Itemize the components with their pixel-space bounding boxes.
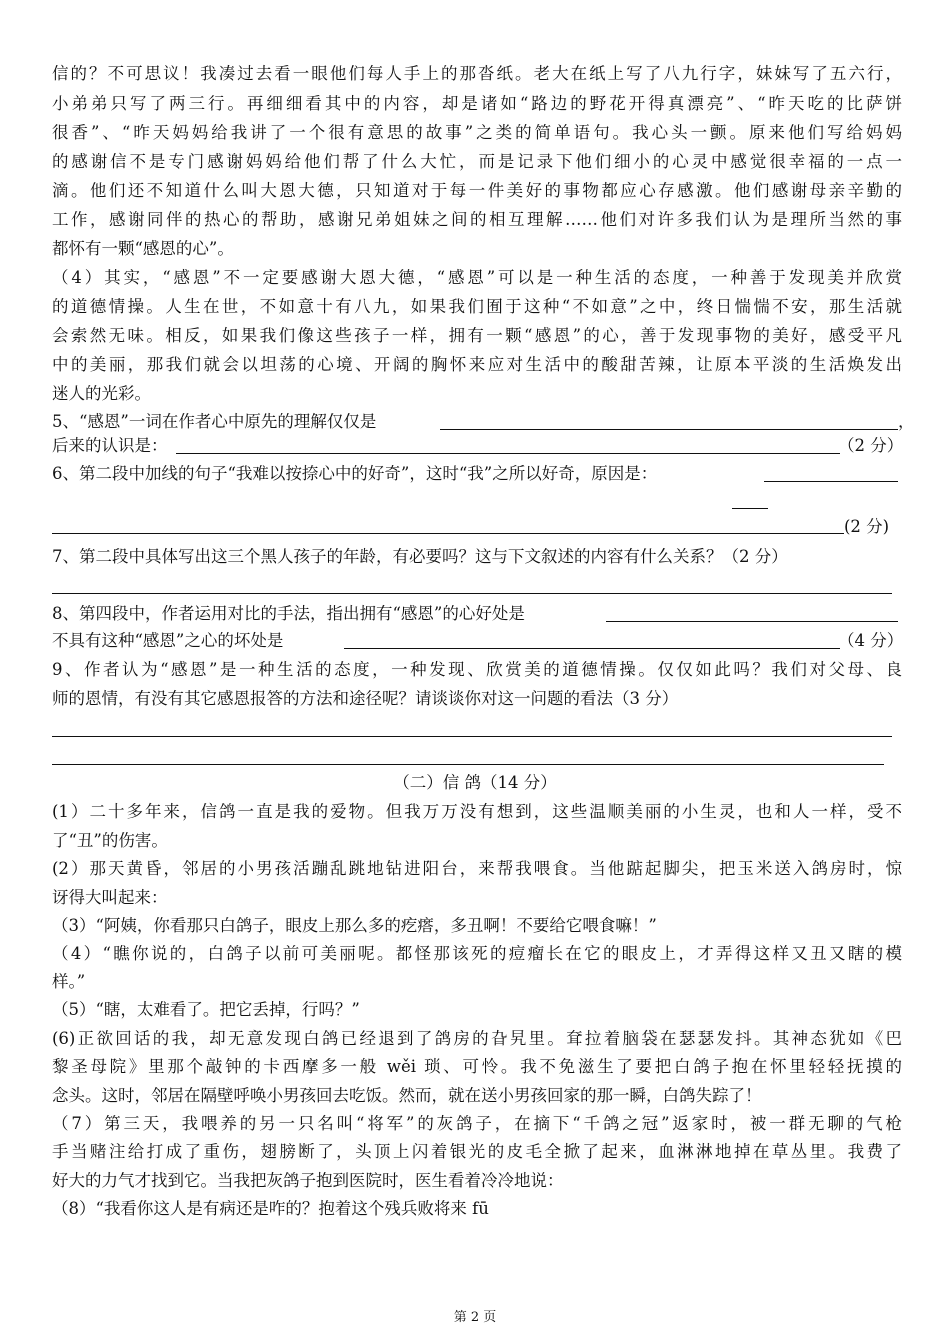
q6-answer-line-1[interactable]: [764, 481, 898, 482]
p4-line-4: 中的美丽，那我们就会以坦荡的心境、开阔的胸怀来应对生活中的酸甜苦辣，让原本平淡的生活焕发出: [52, 355, 902, 374]
p2-line-10: 黎圣母院》里那个敲钟的卡西摩多一般 wěi 琐、可怜。我不免滋生了要把白鸽子抱在怀里轻轻抚摸的: [52, 1057, 902, 1076]
passage2-heading: （二）信 鸽（14 分）: [393, 773, 557, 792]
q9-answer-line-2[interactable]: [52, 764, 884, 765]
p2-line-9: (6)正欲回话的我，却无意发现白鸽已经退到了鸽房的旮旯里。耷拉着脑袋在瑟瑟发抖。其神态犹如《巴: [52, 1029, 902, 1048]
p4-line-1: （4）其实，“感恩”不一定要感谢大恩大德，“感恩”可以是一种生活的态度，一种善于发现美并欣赏: [52, 268, 902, 287]
p4-line-3: 会索然无味。相反，如果我们像这些孩子一样，拥有一颗“感恩”的心，善于发现事物的美好，感受平凡: [52, 326, 902, 345]
q5-answer-line-1[interactable]: [440, 429, 898, 430]
q7-prompt: 7、第二段中具体写出这三个黑人孩子的年龄，有必要吗？这与下文叙述的内容有什么关系？（2 分）: [52, 547, 788, 566]
p2-line-1: (1）二十多年来，信鸽一直是我的爱物。但我万万没有想到，这些温顺美丽的小生灵，也和人一样，受不: [52, 802, 902, 821]
q6-score: (2 分): [844, 517, 890, 536]
p2-line-11: 念头。这时，邻居在隔壁呼唤小男孩回去吃饭。然而，就在送小男孩回家的那一瞬，白鸽失踪了！: [52, 1086, 762, 1105]
p2-line-3: (2）那天黄昏，邻居的小男孩活蹦乱跳地钻进阳台，来帮我喂食。当他踮起脚尖，把玉米送入鸽房时，惊: [52, 859, 902, 878]
p3-line-4: 的感谢信不是专门感谢妈妈给他们帮了什么大忙，而是记录下他们细小的心灵中感觉很幸福的一点一: [52, 152, 902, 171]
q5-answer-line-2[interactable]: [176, 453, 840, 454]
p2-line-15: （8）“我看你这人是有病还是咋的？抱着这个残兵败将来 fū: [52, 1199, 489, 1218]
q6-answer-line-2[interactable]: [732, 508, 768, 509]
p2-line-6: （4）“瞧你说的，白鸽子以前可美丽呢。都怪那该死的痘瘤长在它的眼皮上，才弄得这样又丑又瞎的模: [52, 944, 902, 963]
p4-line-5: 迷人的光彩。: [52, 384, 151, 403]
q5-comma: ，: [898, 412, 915, 431]
q9-line-1: 9、作者认为“感恩”是一种生活的态度，一种发现、欣赏美的道德情操。仅仅如此吗？我们对父母、良: [52, 660, 902, 679]
p4-line-2: 的道德情操。人生在世，不如意十有八九，如果我们囿于这种“不如意”之中，终日惴惴不安，那生活就: [52, 297, 902, 316]
q8-answer-line-2[interactable]: [344, 648, 840, 649]
q8-prompt-1: 8、第四段中，作者运用对比的手法，指出拥有“感恩”的心好处是: [52, 604, 525, 623]
q5-score: （2 分）: [838, 436, 904, 455]
q7-answer-line[interactable]: [52, 593, 892, 594]
q6-prompt: 6、第二段中加线的句子“我难以按捺心中的好奇”，这时“我”之所以好奇，原因是：: [52, 464, 658, 483]
p3-line-5: 滴。他们还不知道什么叫大恩大德，只知道对于每一件美好的事物都应心存感激。他们感谢母亲辛勤的: [52, 181, 902, 200]
p2-line-14: 好大的力气才找到它。当我把灰鸽子抱到医院时，医生看着冷冷地说：: [52, 1171, 564, 1190]
p3-line-6: 工作，感谢同伴的热心的帮助，感谢兄弟姐妹之间的相互理解……他们对许多我们认为是理所当然的事: [52, 210, 902, 229]
q8-score: （4 分）: [838, 631, 904, 650]
q9-answer-line-1[interactable]: [52, 736, 892, 737]
p2-line-4: 讶得大叫起来：: [52, 888, 168, 907]
q9-line-2: 师的恩情，有没有其它感恩报答的方法和途径呢？请谈谈你对这一问题的看法（3 分）: [52, 689, 679, 708]
p3-line-3: 很香”、“昨天妈妈给我讲了一个很有意思的故事”之类的简单语句。我心头一颤。原来他们写给妈妈: [52, 123, 902, 142]
p2-line-7: 样。”: [52, 972, 86, 991]
p3-line-2: 小弟弟只写了两三行。再细细看其中的内容，却是诸如“路边的野花开得真漂亮”、“昨天吃的比萨饼: [52, 94, 902, 113]
p2-line-13: 手当赌注给打成了重伤，翅膀断了，头顶上闪着银光的皮毛全掀了起来，血淋淋地掉在草丛里。我费了: [52, 1142, 902, 1161]
page-number: 第 2 页: [453, 1310, 497, 1325]
p2-line-12: （7）第三天，我喂养的另一只名叫“将军”的灰鸽子，在摘下“千鸽之冠”返家时，被一群无聊的气枪: [52, 1114, 902, 1133]
q8-prompt-2: 不具有这种“感恩”之心的坏处是: [52, 631, 284, 650]
q8-answer-line-1[interactable]: [606, 621, 898, 622]
q5-prompt-2: 后来的认识是：: [52, 436, 168, 455]
p3-line-7: 都怀有一颗“感恩的心”。: [52, 239, 234, 258]
q5-prompt: 5、“感恩”一词在作者心中原先的理解仅仅是: [52, 412, 377, 431]
p3-line-1: 信的？不可思议！我凑过去看一眼他们每人手上的那沓纸。老大在纸上写了八九行字，妹妹写了五六行，: [52, 64, 902, 83]
p2-line-2: 了“丑”的伤害。: [52, 831, 168, 850]
q6-answer-line-3[interactable]: [52, 533, 844, 534]
p2-line-8: （5）“瞎，太难看了。把它丢掉，行吗？”: [52, 1000, 360, 1019]
p2-line-5: （3）“阿姨，你看那只白鸽子，眼皮上那么多的疙瘩，多丑啊！不要给它喂食嘛！”: [52, 916, 657, 935]
